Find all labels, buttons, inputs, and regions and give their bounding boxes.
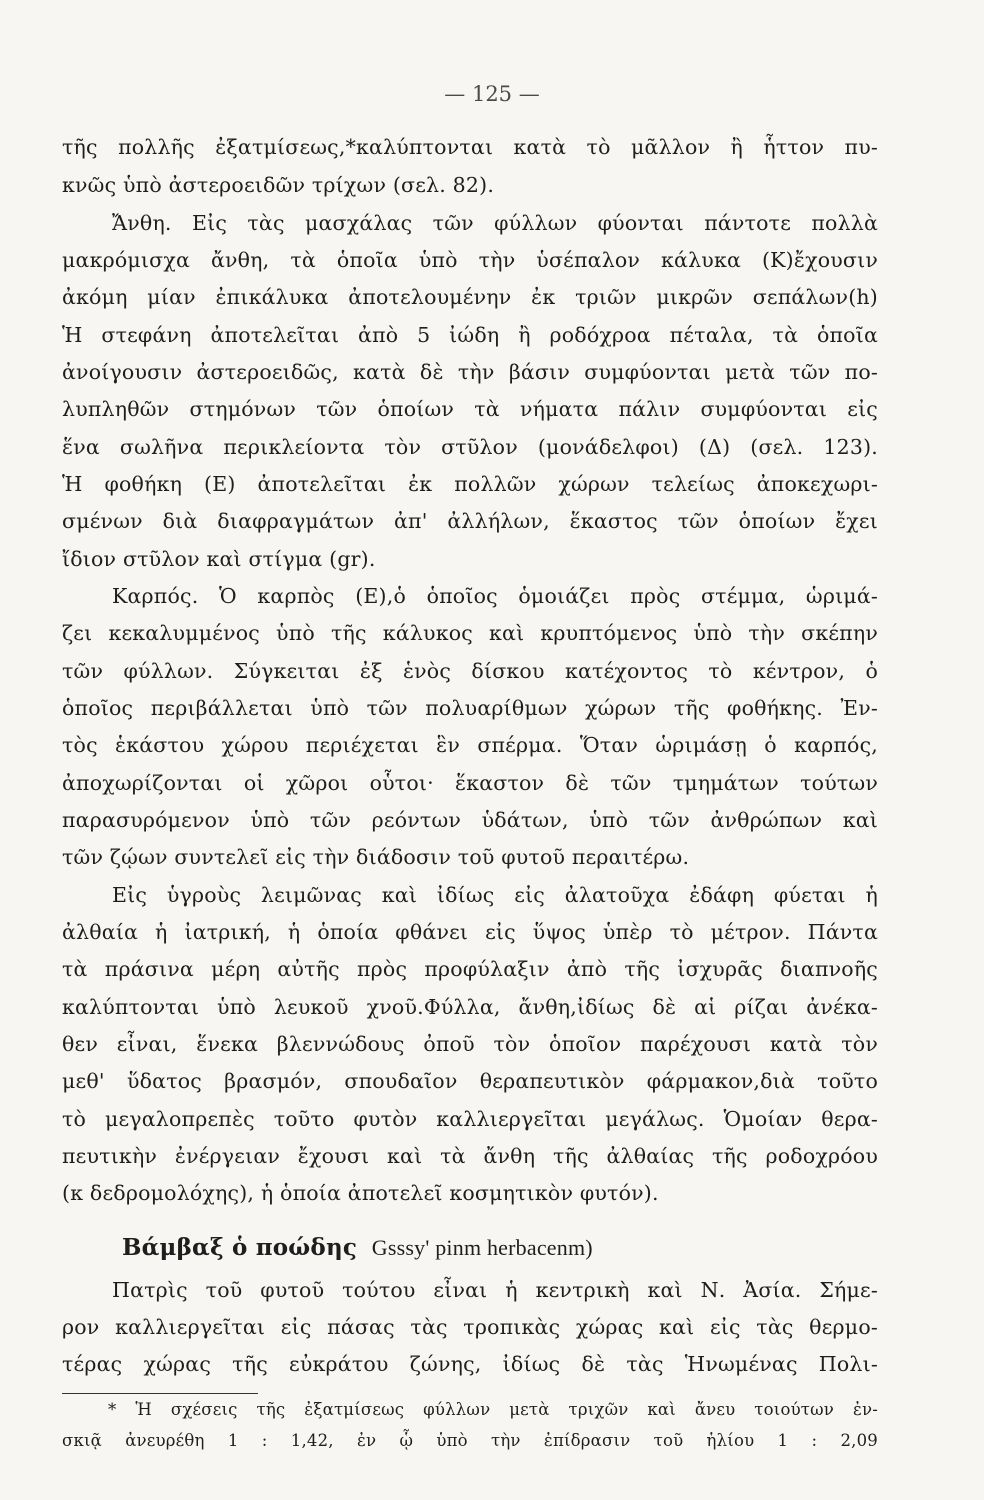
body-line: Καρπός. Ὁ καρπὸς (Ε),ὁ ὁποῖος ὁμοιάζει πρὸς στέμμα, ὡριμά-: [112, 584, 878, 608]
body-line: τῶν φύλλων. Σύγκειται ἐξ ἑνὸς δίσκου κατέχοντος τὸ κέντρον, ὁ: [62, 659, 878, 683]
section-title-greek: Βάμβαξ ὁ ποώδης: [122, 1234, 358, 1261]
body-line: τὸ μεγαλοπρεπὲς τοῦτο φυτὸν καλλιεργεῖται μεγάλως. Ὁμοίαν θερα-: [62, 1107, 878, 1131]
body-line: ὁποῖος περιβάλλεται ὑπὸ τῶν πολυαρίθμων χώρων τῆς φοθήκης. Ἐν-: [62, 696, 878, 720]
body-line: Ἡ φοθήκη (Ε) ἀποτελεῖται ἐκ πολλῶν χώρων τελείως ἀποκεχωρι-: [62, 472, 878, 496]
body-line: θεν εἶναι, ἕνεκα βλεννώδους ὀποῦ τὸν ὁποῖον παρέχουσι κατὰ τὸν: [62, 1032, 878, 1056]
body-line: κνῶς ὑπὸ ἀστεροειδῶν τρίχων (σελ. 82).: [62, 173, 495, 197]
footnote-line: * Ἡ σχέσεις τῆς ἐξατμίσεως φύλλων μετὰ τριχῶν καὶ ἄνευ τοιούτων ἐν-: [108, 1400, 878, 1419]
section-title-latin: Gsssy' pinm herbacenm): [371, 1235, 593, 1260]
page-number: — 125 —: [444, 82, 540, 106]
body-line: ἕνα σωλῆνα περικλείοντα τὸν στῦλον (μονάδελφοι) (Δ) (σελ. 123).: [62, 435, 878, 459]
section-line: Πατρὶς τοῦ φυτοῦ τούτου εἶναι ἡ κεντρικὴ καὶ Ν. Ἀσία. Σήμε-: [112, 1278, 878, 1302]
body-line: πευτικὴν ἐνέργειαν ἔχουσι καὶ τὰ ἄνθη τῆς ἀλθαίας τῆς ροδοχρόου: [62, 1144, 878, 1168]
footnote-line: σκιᾷ ἀνευρέθη 1 : 1,42, ἐν ᾧ ὑπὸ τὴν ἐπίδρασιν τοῦ ἡλίου 1 : 2,09: [62, 1431, 878, 1450]
body-line: σμένων διὰ διαφραγμάτων ἀπ' ἀλλήλων, ἕκαστος τῶν ὁποίων ἔχει: [62, 509, 878, 533]
body-line: Ἡ στεφάνη ἀποτελεῖται ἀπὸ 5 ἰώδη ἢ ροδόχροα πέταλα, τὰ ὁποῖα: [62, 323, 878, 347]
body-line: ἀλθαία ἡ ἰατρική, ἡ ὁποία φθάνει εἰς ὕψος ὑπὲρ τὸ μέτρον. Πάντα: [62, 920, 878, 944]
section-line: τέρας χώρας τῆς εὐκράτου ζώνης, ἰδίως δὲ τὰς Ἡνωμένας Πολι-: [62, 1352, 878, 1376]
body-line: λυπληθῶν στημόνων τῶν ὁποίων τὰ νήματα πάλιν συμφύονται εἰς: [62, 397, 878, 421]
body-line: ἀποχωρίζονται οἱ χῶροι οὗτοι· ἕκαστον δὲ τῶν τμημάτων τούτων: [62, 771, 878, 795]
body-line: τῆς πολλῆς ἐξατμίσεως,*καλύπτονται κατὰ τὸ μᾶλλον ἢ ἧττον πυ-: [62, 135, 878, 159]
body-line: Εἰς ὑγροὺς λειμῶνας καὶ ἰδίως εἰς ἀλατοῦχα ἐδάφη φύεται ἡ: [112, 883, 878, 907]
body-line: παρασυρόμενον ὑπὸ τῶν ρεόντων ὑδάτων, ὑπὸ τῶν ἀνθρώπων καὶ: [62, 808, 878, 832]
body-line: μεθ' ὕδατος βρασμόν, σπουδαῖον θεραπευτικὸν φάρμακον,διὰ τοῦτο: [62, 1069, 878, 1093]
body-line: τῶν ζῴων συντελεῖ εἰς τὴν διάδοσιν τοῦ φυτοῦ περαιτέρω.: [62, 845, 690, 869]
section-line: ρον καλλιεργεῖται εἰς πάσας τὰς τροπικὰς χώρας καὶ εἰς τὰς θερμο-: [62, 1315, 878, 1339]
body-line: τὸς ἑκάστου χώρου περιέχεται ἓν σπέρμα. Ὅταν ὡριμάσῃ ὁ καρπός,: [62, 733, 878, 757]
body-line: καλύπτονται ὑπὸ λευκοῦ χνοῦ.Φύλλα, ἄνθη,ἰδίως δὲ αἱ ρίζαι ἀνέκα-: [62, 995, 878, 1019]
section-heading: [122, 1236, 878, 1259]
body-line: τὰ πράσινα μέρη αὐτῆς πρὸς προφύλαξιν ἀπὸ τῆς ἰσχυρᾶς διαπνοῆς: [62, 957, 878, 981]
body-line: ζει κεκαλυμμένος ὑπὸ τῆς κάλυκος καὶ κρυπτόμενος ὑπὸ τὴν σκέπην: [62, 621, 878, 645]
body-line: ἴδιον στῦλον καὶ στίγμα (gr).: [62, 547, 376, 571]
body-line: μακρόμισχα ἄνθη, τὰ ὁποῖα ὑπὸ τὴν ὑσέπαλον κάλυκα (Κ)ἔχουσιν: [62, 248, 878, 272]
body-line: ἀκόμη μίαν ἐπικάλυκα ἀποτελουμένην ἐκ τριῶν μικρῶν σεπάλων(h): [62, 285, 878, 309]
body-line: ἀνοίγουσιν ἀστεροειδῶς, κατὰ δὲ τὴν βάσιν συμφύονται μετὰ τῶν πο-: [62, 360, 878, 384]
footnote-divider: [62, 1393, 258, 1394]
body-line: (κ δεδρομολόχης), ἡ ὁποία ἀποτελεῖ κοσμητικὸν φυτόν).: [62, 1181, 659, 1205]
body-line: Ἄνθη. Εἰς τὰς μασχάλας τῶν φύλλων φύονται πάντοτε πολλὰ: [112, 211, 878, 235]
